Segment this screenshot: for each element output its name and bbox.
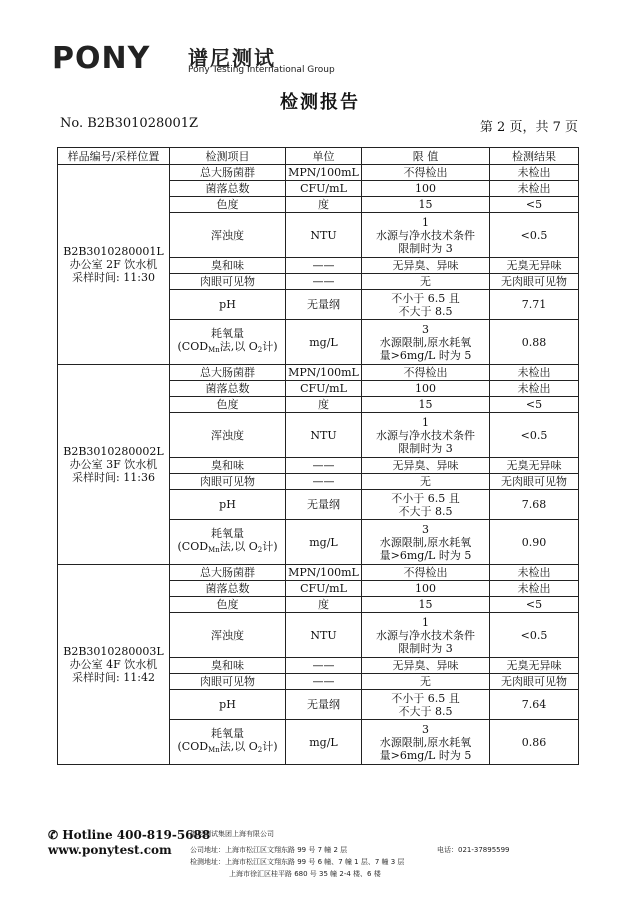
test-item-cell: 臭和味 [170, 458, 286, 474]
test-item-fragment: (COD [177, 340, 209, 353]
result-cell: 未检出 [490, 581, 579, 597]
unit-cell: NTU [286, 413, 362, 458]
unit-cell: MPN/100mL [286, 565, 362, 581]
unit-cell: MPN/100mL [286, 365, 362, 381]
test-item-cell: 浑浊度 [170, 413, 286, 458]
test-item-cell: 总大肠菌群 [170, 165, 286, 181]
unit-cell: NTU [286, 613, 362, 658]
test-item-cell: 菌落总数 [170, 581, 286, 597]
unit-cell: —— [286, 674, 362, 690]
sample-location-line: 办公室 3F 饮水机 [69, 458, 158, 471]
test-item-fragment: 法,以 O [219, 740, 258, 753]
sample-location-cell [58, 165, 170, 365]
test-item-line: 耗氧量 [211, 727, 244, 740]
test-item-cell: 浑浊度 [170, 613, 286, 658]
limit-line: 不小于 6.5 且 [391, 491, 460, 505]
test-item-line [172, 340, 283, 357]
limit-line: 水源限制,原水耗氧 [379, 335, 472, 349]
test-item-cell: 色度 [170, 197, 286, 213]
result-cell: 无肉眼可见物 [490, 474, 579, 490]
test-item-fragment: 法,以 O [219, 340, 258, 353]
result-cell: <0.5 [490, 613, 579, 658]
unit-cell: 无量纲 [286, 290, 362, 320]
subscript-text: Mn [208, 346, 220, 354]
limit-line: 限制时为 3 [398, 641, 453, 655]
footer-company-name: 谱尼测试集团上海有限公司 [190, 830, 274, 838]
limit-cell: 无异臭、异味 [362, 258, 490, 274]
test-item-cell: 肉眼可见物 [170, 474, 286, 490]
unit-cell: 度 [286, 397, 362, 413]
limit-cell: 15 [362, 397, 490, 413]
result-cell: <5 [490, 397, 579, 413]
result-cell: <5 [490, 597, 579, 613]
hotline: ✆ Hotline 400-819-5688 [48, 828, 211, 842]
unit-cell: —— [286, 474, 362, 490]
limit-line: 不大于 8.5 [398, 704, 453, 718]
limit-cell [362, 613, 490, 658]
results-table [57, 147, 579, 765]
test-item-cell [170, 720, 286, 765]
test-item-cell: 总大肠菌群 [170, 565, 286, 581]
unit-cell: mg/L [286, 720, 362, 765]
result-cell: 0.88 [490, 320, 579, 365]
logo-text: PONY [52, 41, 151, 76]
page-indicator: 第 2 页，共 7 页 [479, 120, 578, 135]
test-item-fragment: 法,以 O [219, 540, 258, 553]
header-item: 检测项目 [170, 148, 286, 165]
limit-cell: 15 [362, 597, 490, 613]
test-item-line [172, 740, 283, 757]
test-item-fragment: 计) [262, 740, 278, 753]
subscript-text: 2 [257, 546, 263, 554]
limit-cell: 无 [362, 274, 490, 290]
header-unit: 单位 [286, 148, 362, 165]
result-cell: <0.5 [490, 413, 579, 458]
limit-line: 1 [422, 215, 429, 229]
limit-cell: 无异臭、异味 [362, 658, 490, 674]
unit-cell: CFU/mL [286, 381, 362, 397]
result-cell: 无臭无异味 [490, 258, 579, 274]
limit-line: 1 [422, 415, 429, 429]
footer-lab-address-1: 检测地址：上海市松江区文翔东路 99 号 6 幢、7 幢 1 层、7 幢 3 层 [190, 858, 405, 866]
sample-location-line: 采样时间: 11:42 [72, 671, 155, 684]
result-cell: 7.64 [490, 690, 579, 720]
limit-line: 水源限制,原水耗氧 [379, 735, 472, 749]
unit-cell: —— [286, 258, 362, 274]
sample-location-line: B2B3010280003L [63, 645, 164, 658]
subscript-text: 2 [257, 346, 263, 354]
limit-line: 3 [422, 522, 429, 536]
test-item-cell: 肉眼可见物 [170, 674, 286, 690]
test-item-cell [170, 320, 286, 365]
unit-cell: 度 [286, 597, 362, 613]
unit-cell: 无量纲 [286, 490, 362, 520]
limit-line: 水源与净水技术条件 [376, 628, 475, 642]
test-item-cell: 总大肠菌群 [170, 365, 286, 381]
sample-location-cell [58, 365, 170, 565]
limit-cell [362, 290, 490, 320]
result-cell: 无肉眼可见物 [490, 274, 579, 290]
result-cell: 未检出 [490, 181, 579, 197]
test-item-cell: 臭和味 [170, 658, 286, 674]
footer-phone: 电话：021-37895599 [437, 846, 510, 854]
table-row [58, 565, 579, 581]
test-item-line: 耗氧量 [211, 327, 244, 340]
unit-cell: CFU/mL [286, 581, 362, 597]
limit-cell [362, 213, 490, 258]
result-cell: 7.68 [490, 490, 579, 520]
limit-cell: 不得检出 [362, 565, 490, 581]
limit-cell: 无异臭、异味 [362, 458, 490, 474]
footer-lab-address-2: 上海市徐汇区桂平路 680 号 35 幢 2-4 楼、6 楼 [229, 870, 381, 878]
limit-cell: 100 [362, 181, 490, 197]
limit-cell [362, 690, 490, 720]
limit-line: 限制时为 3 [398, 441, 453, 455]
test-item-cell [170, 520, 286, 565]
sample-location-line: 办公室 2F 饮水机 [69, 258, 158, 271]
test-item-line [172, 540, 283, 557]
unit-cell: 无量纲 [286, 690, 362, 720]
result-cell: <0.5 [490, 213, 579, 258]
subscript-text: 2 [257, 746, 263, 754]
unit-cell: —— [286, 274, 362, 290]
website-link[interactable]: www.ponytest.com [48, 843, 172, 857]
result-cell: 7.71 [490, 290, 579, 320]
sample-location-cell [58, 565, 170, 765]
test-item-cell: 臭和味 [170, 258, 286, 274]
limit-line: 不小于 6.5 且 [391, 291, 460, 305]
table-header-row [58, 148, 579, 165]
limit-line: 量>6mg/L 时为 5 [379, 548, 472, 562]
unit-cell: —— [286, 458, 362, 474]
test-item-cell: 肉眼可见物 [170, 274, 286, 290]
test-item-cell: pH [170, 490, 286, 520]
limit-line: 水源与净水技术条件 [376, 428, 475, 442]
sample-location-line: B2B3010280002L [63, 445, 164, 458]
result-cell: 无肉眼可见物 [490, 674, 579, 690]
subscript-text: Mn [208, 746, 220, 754]
limit-line: 量>6mg/L 时为 5 [379, 348, 472, 362]
test-item-cell: 色度 [170, 597, 286, 613]
test-item-cell: 菌落总数 [170, 381, 286, 397]
sample-location-line: 办公室 4F 饮水机 [69, 658, 158, 671]
limit-line: 3 [422, 322, 429, 336]
footer-company-address: 公司地址：上海市松江区文翔东路 99 号 7 幢 2 层 [190, 846, 348, 854]
limit-cell [362, 320, 490, 365]
test-item-line: 耗氧量 [211, 527, 244, 540]
limit-line: 水源限制,原水耗氧 [379, 535, 472, 549]
limit-line: 不大于 8.5 [398, 304, 453, 318]
unit-cell: —— [286, 658, 362, 674]
test-item-cell: 菌落总数 [170, 181, 286, 197]
header-limit: 限 值 [362, 148, 490, 165]
test-item-fragment: (COD [177, 540, 209, 553]
limit-cell [362, 490, 490, 520]
test-item-cell: 浑浊度 [170, 213, 286, 258]
result-cell: 未检出 [490, 365, 579, 381]
result-cell: 未检出 [490, 381, 579, 397]
limit-line: 不大于 8.5 [398, 504, 453, 518]
limit-cell: 100 [362, 381, 490, 397]
limit-line: 水源与净水技术条件 [376, 228, 475, 242]
header-result: 检测结果 [490, 148, 579, 165]
company-name-cn: 谱尼测试 [188, 46, 276, 70]
test-item-fragment: 计) [262, 540, 278, 553]
unit-cell: mg/L [286, 520, 362, 565]
company-name-en: Pony Testing International Group [188, 65, 335, 75]
limit-line: 3 [422, 722, 429, 736]
limit-line: 限制时为 3 [398, 241, 453, 255]
unit-cell: NTU [286, 213, 362, 258]
limit-line: 不小于 6.5 且 [391, 691, 460, 705]
subscript-text: Mn [208, 546, 220, 554]
result-cell: 0.86 [490, 720, 579, 765]
limit-cell: 无 [362, 674, 490, 690]
table-body [58, 165, 579, 765]
test-item-fragment: (COD [177, 740, 209, 753]
table-row [58, 165, 579, 181]
limit-line: 1 [422, 615, 429, 629]
sample-location-line: 采样时间: 11:30 [72, 271, 155, 284]
limit-cell: 15 [362, 197, 490, 213]
unit-cell: mg/L [286, 320, 362, 365]
test-item-cell: 色度 [170, 397, 286, 413]
table-row [58, 365, 579, 381]
limit-cell: 无 [362, 474, 490, 490]
test-item-cell: pH [170, 290, 286, 320]
result-cell: 0.90 [490, 520, 579, 565]
result-cell: 未检出 [490, 165, 579, 181]
sample-location-line: B2B3010280001L [63, 245, 164, 258]
result-cell: 无臭无异味 [490, 458, 579, 474]
limit-cell [362, 520, 490, 565]
unit-cell: CFU/mL [286, 181, 362, 197]
header-sample: 样品编号/采样位置 [58, 148, 170, 165]
test-item-fragment: 计) [262, 340, 278, 353]
test-item-cell: pH [170, 690, 286, 720]
report-number: No. B2B301028001Z [60, 116, 199, 131]
limit-cell: 不得检出 [362, 365, 490, 381]
unit-cell: 度 [286, 197, 362, 213]
limit-cell: 100 [362, 581, 490, 597]
limit-cell: 不得检出 [362, 165, 490, 181]
limit-cell [362, 720, 490, 765]
page-title: 检测报告 [280, 92, 360, 113]
unit-cell: MPN/100mL [286, 165, 362, 181]
sample-location-line: 采样时间: 11:36 [72, 471, 155, 484]
limit-cell [362, 413, 490, 458]
result-cell: 无臭无异味 [490, 658, 579, 674]
limit-line: 量>6mg/L 时为 5 [379, 748, 472, 762]
result-cell: 未检出 [490, 565, 579, 581]
result-cell: <5 [490, 197, 579, 213]
